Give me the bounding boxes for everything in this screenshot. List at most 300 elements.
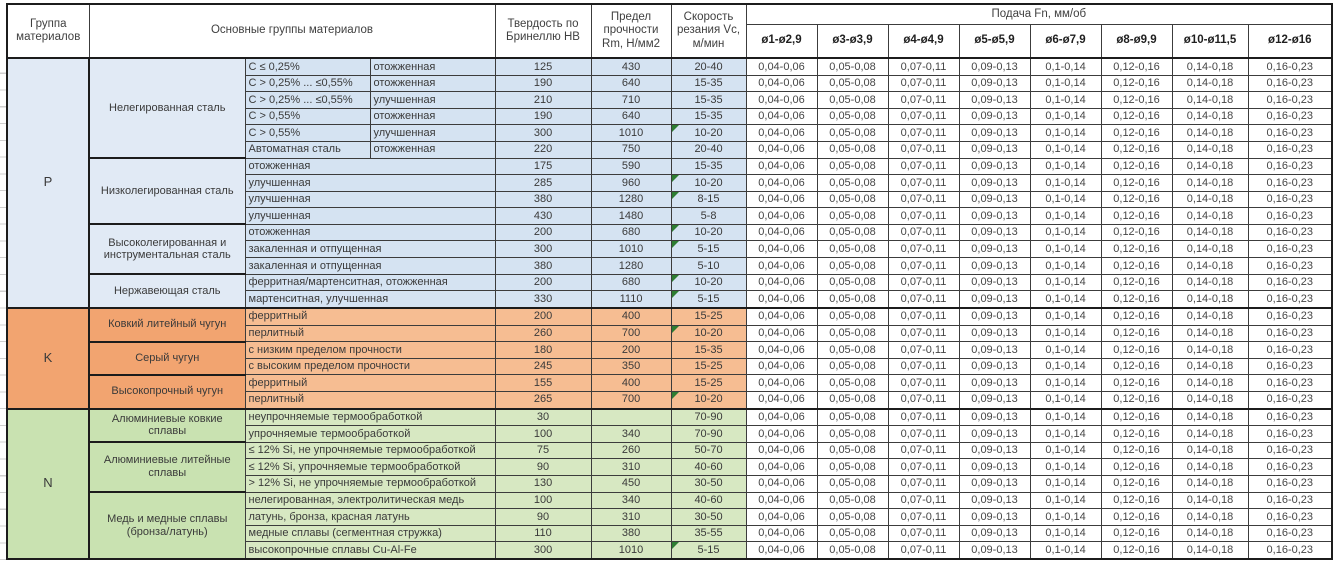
feed-cell: 0,09-0,13 bbox=[959, 525, 1030, 542]
material-detail-cell: мартенситная, улучшенная bbox=[245, 291, 495, 308]
feed-cell: 0,04-0,06 bbox=[746, 158, 817, 175]
speed-cell: 15-25 bbox=[671, 375, 746, 392]
feed-cell: 0,09-0,13 bbox=[959, 342, 1030, 359]
feed-cell: 0,16-0,23 bbox=[1248, 391, 1332, 408]
feed-cell: 0,16-0,23 bbox=[1248, 308, 1332, 325]
feed-cell: 0,14-0,18 bbox=[1172, 342, 1248, 359]
feed-cell: 0,05-0,08 bbox=[817, 291, 888, 308]
feed-cell: 0,09-0,13 bbox=[959, 191, 1030, 208]
feed-cell: 0,09-0,13 bbox=[959, 542, 1030, 559]
hardness-cell: 380 bbox=[495, 258, 591, 275]
material-detail-cell: высокопрочные сплавы Cu-Al-Fe bbox=[245, 542, 495, 559]
feed-cell: 0,12-0,16 bbox=[1101, 375, 1172, 392]
table-row bbox=[7, 58, 1332, 75]
strength-cell: 430 bbox=[591, 58, 671, 75]
subgroup-name-cell: Высоколегированная и инструментальная сталь bbox=[89, 224, 245, 274]
hardness-cell: 75 bbox=[495, 442, 591, 459]
feed-cell: 0,07-0,11 bbox=[888, 224, 959, 241]
strength-cell: 1110 bbox=[591, 291, 671, 308]
hardness-cell: 265 bbox=[495, 391, 591, 408]
feed-cell: 0,1-0,14 bbox=[1030, 191, 1101, 208]
feed-cell: 0,04-0,06 bbox=[746, 442, 817, 459]
feed-cell: 0,09-0,13 bbox=[959, 224, 1030, 241]
feed-cell: 0,16-0,23 bbox=[1248, 426, 1332, 443]
header-diameter-4: ø5-ø5,9 bbox=[959, 24, 1030, 58]
hardness-cell: 300 bbox=[495, 542, 591, 559]
table-row bbox=[7, 375, 1332, 392]
subgroup-name-cell: Нержавеющая сталь bbox=[89, 274, 245, 308]
strength-cell: 680 bbox=[591, 224, 671, 241]
comment-flag-icon bbox=[672, 326, 679, 333]
feed-cell: 0,16-0,23 bbox=[1248, 158, 1332, 175]
strength-cell: 1280 bbox=[591, 258, 671, 275]
feed-cell: 0,07-0,11 bbox=[888, 325, 959, 342]
feed-cell: 0,14-0,18 bbox=[1172, 158, 1248, 175]
material-detail-cell: C > 0,55% bbox=[245, 125, 370, 142]
feed-cell: 0,16-0,23 bbox=[1248, 58, 1332, 75]
feed-cell: 0,14-0,18 bbox=[1172, 459, 1248, 476]
feed-cell: 0,12-0,16 bbox=[1101, 442, 1172, 459]
feed-cell: 0,14-0,18 bbox=[1172, 224, 1248, 241]
speed-cell: 30-50 bbox=[671, 475, 746, 492]
header-diameter-2: ø3-ø3,9 bbox=[817, 24, 888, 58]
state-detail-cell: отожженная bbox=[370, 75, 495, 92]
subgroup-name-cell: Алюминиевые ковкие сплавы bbox=[89, 409, 245, 443]
hardness-cell: 220 bbox=[495, 141, 591, 158]
feed-cell: 0,05-0,08 bbox=[817, 241, 888, 258]
feed-cell: 0,05-0,08 bbox=[817, 492, 888, 509]
feed-cell: 0,1-0,14 bbox=[1030, 258, 1101, 275]
feed-cell: 0,1-0,14 bbox=[1030, 92, 1101, 109]
feed-cell: 0,07-0,11 bbox=[888, 92, 959, 109]
comment-flag-icon bbox=[672, 225, 679, 232]
feed-cell: 0,05-0,08 bbox=[817, 375, 888, 392]
feed-cell: 0,05-0,08 bbox=[817, 274, 888, 291]
hardness-cell: 100 bbox=[495, 492, 591, 509]
feed-cell: 0,14-0,18 bbox=[1172, 92, 1248, 109]
speed-cell: 10-20 bbox=[671, 325, 746, 342]
feed-cell: 0,07-0,11 bbox=[888, 459, 959, 476]
comment-flag-icon bbox=[672, 175, 679, 182]
feed-cell: 0,14-0,18 bbox=[1172, 525, 1248, 542]
feed-cell: 0,14-0,18 bbox=[1172, 291, 1248, 308]
material-detail-cell: с низким пределом прочности bbox=[245, 342, 495, 359]
feed-cell: 0,07-0,11 bbox=[888, 291, 959, 308]
feed-cell: 0,16-0,23 bbox=[1248, 258, 1332, 275]
hardness-cell: 30 bbox=[495, 409, 591, 426]
speed-cell: 10-20 bbox=[671, 224, 746, 241]
speed-cell: 15-25 bbox=[671, 308, 746, 325]
material-detail-cell: закаленная и отпущенная bbox=[245, 258, 495, 275]
feed-cell: 0,04-0,06 bbox=[746, 492, 817, 509]
table-row bbox=[7, 492, 1332, 509]
feed-cell: 0,07-0,11 bbox=[888, 426, 959, 443]
feed-cell: 0,05-0,08 bbox=[817, 459, 888, 476]
hardness-cell: 285 bbox=[495, 175, 591, 192]
header-feed: Подача Fn, мм/об bbox=[746, 4, 1332, 24]
feed-cell: 0,16-0,23 bbox=[1248, 492, 1332, 509]
header-diameter-5: ø6-ø7,9 bbox=[1030, 24, 1101, 58]
feed-cell: 0,05-0,08 bbox=[817, 525, 888, 542]
material-detail-cell: неупрочняемые термообработкой bbox=[245, 409, 495, 426]
feed-cell: 0,14-0,18 bbox=[1172, 442, 1248, 459]
speed-cell: 70-90 bbox=[671, 409, 746, 426]
speed-cell: 40-60 bbox=[671, 459, 746, 476]
feed-cell: 0,05-0,08 bbox=[817, 342, 888, 359]
feed-cell: 0,04-0,06 bbox=[746, 525, 817, 542]
header-diameter-6: ø8-ø9,9 bbox=[1101, 24, 1172, 58]
feed-cell: 0,12-0,16 bbox=[1101, 426, 1172, 443]
feed-cell: 0,07-0,11 bbox=[888, 442, 959, 459]
feed-cell: 0,1-0,14 bbox=[1030, 391, 1101, 408]
feed-cell: 0,12-0,16 bbox=[1101, 241, 1172, 258]
feed-cell: 0,12-0,16 bbox=[1101, 409, 1172, 426]
feed-cell: 0,16-0,23 bbox=[1248, 175, 1332, 192]
feed-cell: 0,09-0,13 bbox=[959, 391, 1030, 408]
feed-cell: 0,14-0,18 bbox=[1172, 358, 1248, 375]
table-row bbox=[7, 224, 1332, 241]
feed-cell: 0,12-0,16 bbox=[1101, 224, 1172, 241]
header-diameter-1: ø1-ø2,9 bbox=[746, 24, 817, 58]
material-detail-cell: ≤ 12% Si, упрочняемые термообработкой bbox=[245, 459, 495, 476]
feed-cell: 0,12-0,16 bbox=[1101, 92, 1172, 109]
material-detail-cell: медные сплавы (сегментная стружка) bbox=[245, 525, 495, 542]
feed-cell: 0,1-0,14 bbox=[1030, 58, 1101, 75]
feed-cell: 0,16-0,23 bbox=[1248, 75, 1332, 92]
feed-cell: 0,05-0,08 bbox=[817, 108, 888, 125]
feed-cell: 0,05-0,08 bbox=[817, 358, 888, 375]
feed-cell: 0,1-0,14 bbox=[1030, 426, 1101, 443]
feed-cell: 0,04-0,06 bbox=[746, 92, 817, 109]
hardness-cell: 175 bbox=[495, 158, 591, 175]
material-detail-cell: ферритный bbox=[245, 375, 495, 392]
feed-cell: 0,07-0,11 bbox=[888, 375, 959, 392]
strength-cell: 200 bbox=[591, 342, 671, 359]
feed-cell: 0,05-0,08 bbox=[817, 75, 888, 92]
strength-cell: 750 bbox=[591, 141, 671, 158]
strength-cell: 710 bbox=[591, 92, 671, 109]
feed-cell: 0,07-0,11 bbox=[888, 358, 959, 375]
feed-cell: 0,04-0,06 bbox=[746, 241, 817, 258]
feed-cell: 0,14-0,18 bbox=[1172, 58, 1248, 75]
feed-cell: 0,12-0,16 bbox=[1101, 308, 1172, 325]
strength-cell: 380 bbox=[591, 525, 671, 542]
speed-cell: 10-20 bbox=[671, 125, 746, 142]
speed-cell: 5-15 bbox=[671, 542, 746, 559]
feed-cell: 0,1-0,14 bbox=[1030, 224, 1101, 241]
feed-cell: 0,14-0,18 bbox=[1172, 375, 1248, 392]
feed-cell: 0,05-0,08 bbox=[817, 191, 888, 208]
feed-cell: 0,05-0,08 bbox=[817, 409, 888, 426]
feed-cell: 0,07-0,11 bbox=[888, 158, 959, 175]
feed-cell: 0,09-0,13 bbox=[959, 442, 1030, 459]
speed-cell: 15-35 bbox=[671, 158, 746, 175]
feed-cell: 0,14-0,18 bbox=[1172, 509, 1248, 526]
feed-cell: 0,05-0,08 bbox=[817, 391, 888, 408]
table-header bbox=[7, 4, 1332, 58]
feed-cell: 0,12-0,16 bbox=[1101, 291, 1172, 308]
feed-cell: 0,04-0,06 bbox=[746, 258, 817, 275]
feed-cell: 0,09-0,13 bbox=[959, 358, 1030, 375]
subgroup-name-cell: Алюминиевые литейные сплавы bbox=[89, 442, 245, 492]
table-row bbox=[7, 308, 1332, 325]
feed-cell: 0,07-0,11 bbox=[888, 542, 959, 559]
feed-cell: 0,09-0,13 bbox=[959, 308, 1030, 325]
speed-cell: 15-25 bbox=[671, 358, 746, 375]
group-letter-cell: K bbox=[7, 308, 89, 409]
feed-cell: 0,12-0,16 bbox=[1101, 525, 1172, 542]
feed-cell: 0,05-0,08 bbox=[817, 125, 888, 142]
speed-cell: 30-50 bbox=[671, 509, 746, 526]
feed-cell: 0,05-0,08 bbox=[817, 426, 888, 443]
feed-cell: 0,12-0,16 bbox=[1101, 342, 1172, 359]
hardness-cell: 190 bbox=[495, 75, 591, 92]
feed-cell: 0,12-0,16 bbox=[1101, 492, 1172, 509]
subgroup-name-cell: Ковкий литейный чугун bbox=[89, 308, 245, 342]
feed-cell: 0,14-0,18 bbox=[1172, 391, 1248, 408]
feed-cell: 0,12-0,16 bbox=[1101, 274, 1172, 291]
feed-cell: 0,14-0,18 bbox=[1172, 108, 1248, 125]
feed-cell: 0,1-0,14 bbox=[1030, 358, 1101, 375]
feed-cell: 0,14-0,18 bbox=[1172, 308, 1248, 325]
feed-cell: 0,1-0,14 bbox=[1030, 291, 1101, 308]
feed-cell: 0,09-0,13 bbox=[959, 108, 1030, 125]
feed-cell: 0,1-0,14 bbox=[1030, 308, 1101, 325]
material-detail-cell: перлитный bbox=[245, 391, 495, 408]
feed-cell: 0,04-0,06 bbox=[746, 459, 817, 476]
cutting-parameters-table bbox=[6, 3, 1333, 560]
strength-cell: 640 bbox=[591, 75, 671, 92]
feed-cell: 0,04-0,06 bbox=[746, 325, 817, 342]
speed-cell: 5-15 bbox=[671, 241, 746, 258]
strength-cell: 1010 bbox=[591, 241, 671, 258]
feed-cell: 0,16-0,23 bbox=[1248, 409, 1332, 426]
feed-cell: 0,12-0,16 bbox=[1101, 475, 1172, 492]
feed-cell: 0,04-0,06 bbox=[746, 375, 817, 392]
feed-cell: 0,12-0,16 bbox=[1101, 358, 1172, 375]
material-detail-cell: перлитный bbox=[245, 325, 495, 342]
feed-cell: 0,1-0,14 bbox=[1030, 241, 1101, 258]
hardness-cell: 100 bbox=[495, 426, 591, 443]
feed-cell: 0,04-0,06 bbox=[746, 58, 817, 75]
feed-cell: 0,07-0,11 bbox=[888, 258, 959, 275]
strength-cell: 340 bbox=[591, 426, 671, 443]
feed-cell: 0,12-0,16 bbox=[1101, 141, 1172, 158]
subgroup-name-cell: Серый чугун bbox=[89, 342, 245, 375]
subgroup-name-cell: Нелегированная сталь bbox=[89, 58, 245, 158]
feed-cell: 0,16-0,23 bbox=[1248, 375, 1332, 392]
feed-cell: 0,04-0,06 bbox=[746, 358, 817, 375]
comment-flag-icon bbox=[672, 392, 679, 399]
feed-cell: 0,14-0,18 bbox=[1172, 208, 1248, 225]
feed-cell: 0,05-0,08 bbox=[817, 92, 888, 109]
feed-cell: 0,07-0,11 bbox=[888, 108, 959, 125]
strength-cell: 400 bbox=[591, 308, 671, 325]
hardness-cell: 155 bbox=[495, 375, 591, 392]
feed-cell: 0,09-0,13 bbox=[959, 459, 1030, 476]
feed-cell: 0,04-0,06 bbox=[746, 426, 817, 443]
feed-cell: 0,1-0,14 bbox=[1030, 342, 1101, 359]
material-detail-cell: с высоким пределом прочности bbox=[245, 358, 495, 375]
feed-cell: 0,12-0,16 bbox=[1101, 542, 1172, 559]
feed-cell: 0,09-0,13 bbox=[959, 158, 1030, 175]
feed-cell: 0,09-0,13 bbox=[959, 241, 1030, 258]
comment-flag-icon bbox=[672, 241, 679, 248]
feed-cell: 0,04-0,06 bbox=[746, 475, 817, 492]
header-material-group: Группа материалов bbox=[7, 4, 89, 58]
hardness-cell: 90 bbox=[495, 459, 591, 476]
feed-cell: 0,09-0,13 bbox=[959, 475, 1030, 492]
speed-cell: 20-40 bbox=[671, 58, 746, 75]
feed-cell: 0,1-0,14 bbox=[1030, 475, 1101, 492]
feed-cell: 0,04-0,06 bbox=[746, 509, 817, 526]
strength-cell bbox=[591, 409, 671, 426]
feed-cell: 0,09-0,13 bbox=[959, 325, 1030, 342]
feed-cell: 0,04-0,06 bbox=[746, 108, 817, 125]
feed-cell: 0,16-0,23 bbox=[1248, 542, 1332, 559]
feed-cell: 0,14-0,18 bbox=[1172, 125, 1248, 142]
speed-cell: 40-60 bbox=[671, 492, 746, 509]
feed-cell: 0,05-0,08 bbox=[817, 175, 888, 192]
speed-cell: 15-35 bbox=[671, 75, 746, 92]
speed-cell: 5-15 bbox=[671, 291, 746, 308]
feed-cell: 0,07-0,11 bbox=[888, 175, 959, 192]
feed-cell: 0,16-0,23 bbox=[1248, 291, 1332, 308]
feed-cell: 0,07-0,11 bbox=[888, 525, 959, 542]
feed-cell: 0,16-0,23 bbox=[1248, 325, 1332, 342]
feed-cell: 0,07-0,11 bbox=[888, 125, 959, 142]
material-detail-cell: C > 0,25% ... ≤0,55% bbox=[245, 75, 370, 92]
feed-cell: 0,09-0,13 bbox=[959, 92, 1030, 109]
feed-cell: 0,16-0,23 bbox=[1248, 191, 1332, 208]
feed-cell: 0,16-0,23 bbox=[1248, 125, 1332, 142]
header-diameter-8: ø12-ø16 bbox=[1248, 24, 1332, 58]
feed-cell: 0,14-0,18 bbox=[1172, 325, 1248, 342]
feed-cell: 0,1-0,14 bbox=[1030, 208, 1101, 225]
hardness-cell: 110 bbox=[495, 525, 591, 542]
feed-cell: 0,14-0,18 bbox=[1172, 426, 1248, 443]
feed-cell: 0,05-0,08 bbox=[817, 158, 888, 175]
feed-cell: 0,14-0,18 bbox=[1172, 241, 1248, 258]
feed-cell: 0,12-0,16 bbox=[1101, 258, 1172, 275]
strength-cell: 1010 bbox=[591, 542, 671, 559]
feed-cell: 0,09-0,13 bbox=[959, 274, 1030, 291]
feed-cell: 0,16-0,23 bbox=[1248, 108, 1332, 125]
hardness-cell: 125 bbox=[495, 58, 591, 75]
feed-cell: 0,14-0,18 bbox=[1172, 191, 1248, 208]
feed-cell: 0,09-0,13 bbox=[959, 141, 1030, 158]
hardness-cell: 300 bbox=[495, 241, 591, 258]
hardness-cell: 200 bbox=[495, 224, 591, 241]
feed-cell: 0,07-0,11 bbox=[888, 75, 959, 92]
feed-cell: 0,14-0,18 bbox=[1172, 75, 1248, 92]
hardness-cell: 210 bbox=[495, 92, 591, 109]
speed-cell: 15-35 bbox=[671, 342, 746, 359]
state-detail-cell: улучшенная bbox=[370, 125, 495, 142]
feed-cell: 0,09-0,13 bbox=[959, 426, 1030, 443]
feed-cell: 0,09-0,13 bbox=[959, 258, 1030, 275]
feed-cell: 0,1-0,14 bbox=[1030, 75, 1101, 92]
feed-cell: 0,09-0,13 bbox=[959, 291, 1030, 308]
comment-flag-icon bbox=[672, 275, 679, 282]
feed-cell: 0,04-0,06 bbox=[746, 274, 817, 291]
feed-cell: 0,04-0,06 bbox=[746, 342, 817, 359]
material-detail-cell: упрочняемые термообработкой bbox=[245, 426, 495, 443]
cutting-parameters-sheet bbox=[6, 3, 1333, 560]
feed-cell: 0,14-0,18 bbox=[1172, 141, 1248, 158]
feed-cell: 0,07-0,11 bbox=[888, 241, 959, 258]
material-detail-cell: нелегированная, электролитическая медь bbox=[245, 492, 495, 509]
speed-cell: 10-20 bbox=[671, 175, 746, 192]
strength-cell: 310 bbox=[591, 509, 671, 526]
feed-cell: 0,1-0,14 bbox=[1030, 442, 1101, 459]
state-detail-cell: отожженная bbox=[370, 141, 495, 158]
feed-cell: 0,07-0,11 bbox=[888, 208, 959, 225]
feed-cell: 0,09-0,13 bbox=[959, 125, 1030, 142]
feed-cell: 0,04-0,06 bbox=[746, 391, 817, 408]
hardness-cell: 190 bbox=[495, 108, 591, 125]
feed-cell: 0,12-0,16 bbox=[1101, 191, 1172, 208]
hardness-cell: 180 bbox=[495, 342, 591, 359]
strength-cell: 340 bbox=[591, 492, 671, 509]
feed-cell: 0,09-0,13 bbox=[959, 492, 1030, 509]
material-detail-cell: ферритный bbox=[245, 308, 495, 325]
hardness-cell: 300 bbox=[495, 125, 591, 142]
strength-cell: 400 bbox=[591, 375, 671, 392]
material-detail-cell: C > 0,55% bbox=[245, 108, 370, 125]
state-detail-cell: отожженная bbox=[370, 58, 495, 75]
subgroup-name-cell: Медь и медные сплавы (бронза/латунь) bbox=[89, 492, 245, 559]
feed-cell: 0,1-0,14 bbox=[1030, 125, 1101, 142]
feed-cell: 0,12-0,16 bbox=[1101, 208, 1172, 225]
feed-cell: 0,05-0,08 bbox=[817, 325, 888, 342]
material-detail-cell: латунь, бронза, красная латунь bbox=[245, 509, 495, 526]
feed-cell: 0,14-0,18 bbox=[1172, 492, 1248, 509]
feed-cell: 0,16-0,23 bbox=[1248, 342, 1332, 359]
strength-cell: 640 bbox=[591, 108, 671, 125]
state-detail-cell: улучшенная bbox=[370, 92, 495, 109]
feed-cell: 0,1-0,14 bbox=[1030, 409, 1101, 426]
table-row bbox=[7, 409, 1332, 426]
hardness-cell: 200 bbox=[495, 308, 591, 325]
feed-cell: 0,1-0,14 bbox=[1030, 509, 1101, 526]
feed-cell: 0,1-0,14 bbox=[1030, 459, 1101, 476]
feed-cell: 0,09-0,13 bbox=[959, 375, 1030, 392]
feed-cell: 0,04-0,06 bbox=[746, 191, 817, 208]
material-detail-cell: улучшенная bbox=[245, 191, 495, 208]
material-detail-cell: ≤ 12% Si, не упрочняемые термообработкой bbox=[245, 442, 495, 459]
feed-cell: 0,14-0,18 bbox=[1172, 175, 1248, 192]
material-detail-cell: закаленная и отпущенная bbox=[245, 241, 495, 258]
table-body bbox=[7, 58, 1332, 559]
material-detail-cell: улучшенная bbox=[245, 208, 495, 225]
feed-cell: 0,05-0,08 bbox=[817, 58, 888, 75]
feed-cell: 0,16-0,23 bbox=[1248, 442, 1332, 459]
feed-cell: 0,16-0,23 bbox=[1248, 92, 1332, 109]
feed-cell: 0,14-0,18 bbox=[1172, 409, 1248, 426]
feed-cell: 0,07-0,11 bbox=[888, 191, 959, 208]
subgroup-name-cell: Высокопрочный чугун bbox=[89, 375, 245, 409]
feed-cell: 0,04-0,06 bbox=[746, 175, 817, 192]
feed-cell: 0,1-0,14 bbox=[1030, 274, 1101, 291]
material-detail-cell: C ≤ 0,25% bbox=[245, 58, 370, 75]
speed-cell: 15-35 bbox=[671, 92, 746, 109]
feed-cell: 0,1-0,14 bbox=[1030, 492, 1101, 509]
comment-flag-icon bbox=[672, 192, 679, 199]
strength-cell: 1010 bbox=[591, 125, 671, 142]
feed-cell: 0,16-0,23 bbox=[1248, 475, 1332, 492]
feed-cell: 0,05-0,08 bbox=[817, 308, 888, 325]
